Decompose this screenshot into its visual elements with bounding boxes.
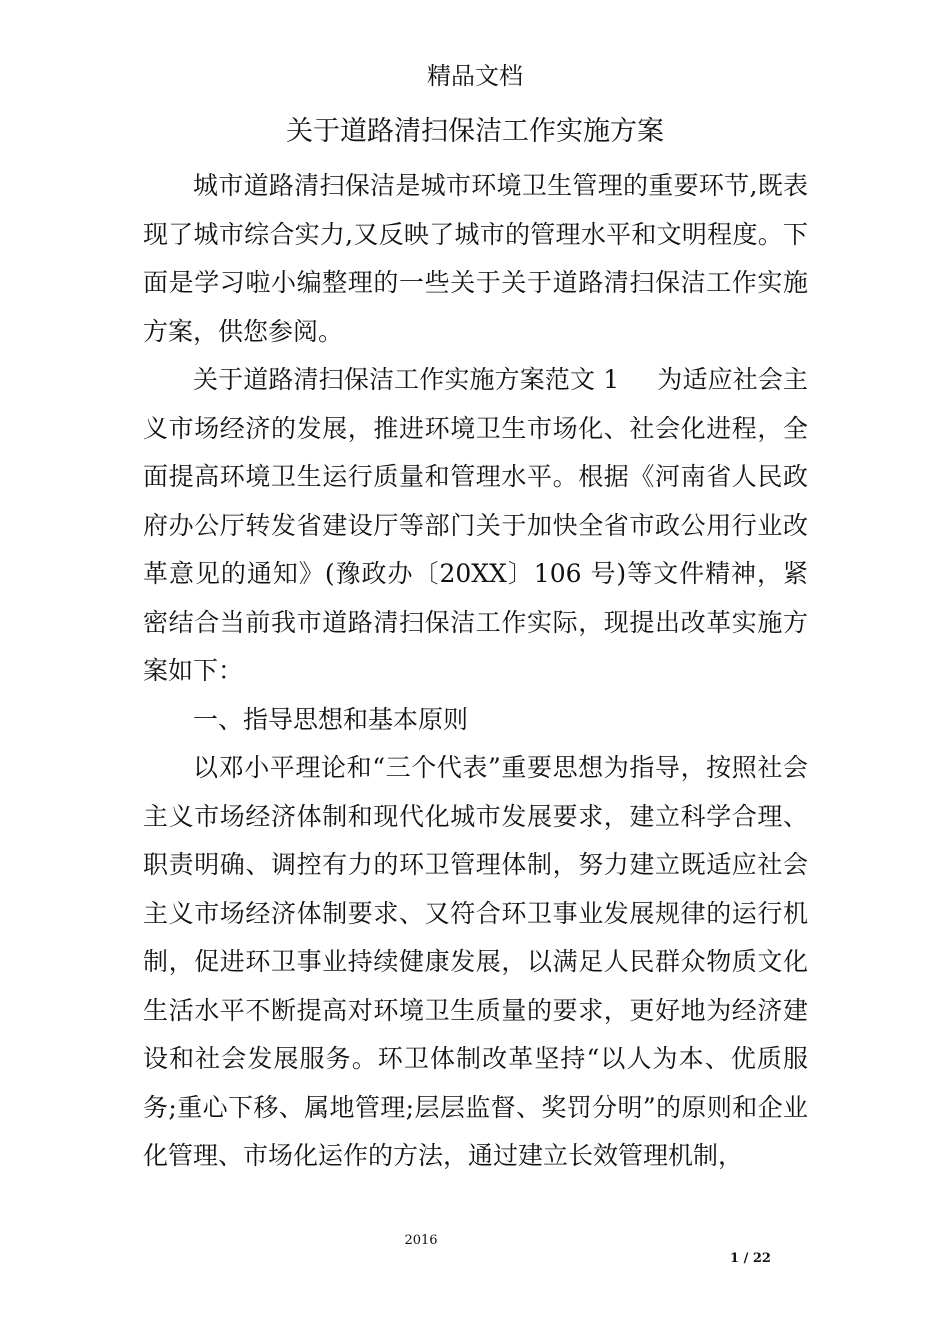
footer-year: 2016 (404, 1233, 438, 1248)
paragraph-guiding-ideology: 以邓小平理论和“三个代表”重要思想为指导，按照社会主义市场经济体制和现代化城市发展要求，建立科学合理、职责明确、调控有力的环卫管理体制，努力建立既适应社会主义市场经济体制要求、又符合环卫事业发展规律的运行机制，促进环卫事业持续健康发展，以满足人民群众物质文化生活水平不断提高对环境卫生质量的要求，更好地为经济建设和社会发展服务。环卫体制改革坚持“以人为本、优质服务;重心下移、属地管理;层层监督、奖罚分明”的原则和企业化管理、市场化运作的方法，通过建立长效管理机制， (143, 753, 808, 1170)
page-total: 22 (752, 1251, 771, 1266)
paragraph-sample-one (143, 356, 808, 696)
page-number (730, 1250, 771, 1268)
page-separator: / (739, 1251, 753, 1266)
document-body (143, 162, 808, 1181)
sample-heading: 关于道路清扫保洁工作实施方案范文 1 (193, 365, 620, 394)
page-header: 精品文档 (427, 62, 523, 90)
sample-text: 为适应社会主义市场经济的发展，推进环境卫生市场化、社会化进程，全面提高环境卫生运行质量和管理水平。根据《河南省人民政府办公厅转发省建设厅等部门关于加快全省市政公用行业改革意见的通知》(豫政办〔20XX〕106 号)等文件精神，紧密结合当前我市道路清扫保洁工作实际，现提出改革实施方案如下： (143, 365, 808, 685)
page-current: 1 (730, 1251, 740, 1266)
document-title: 关于道路清扫保洁工作实施方案 (286, 116, 664, 147)
section-heading: 一、指导思想和基本原则 (193, 704, 469, 734)
paragraph-intro: 城市道路清扫保洁是城市环境卫生管理的重要环节,既表现了城市综合实力,又反映了城市的管理水平和文明程度。下面是学习啦小编整理的一些关于关于道路清扫保洁工作实施方案，供您参阅。 (143, 171, 808, 346)
